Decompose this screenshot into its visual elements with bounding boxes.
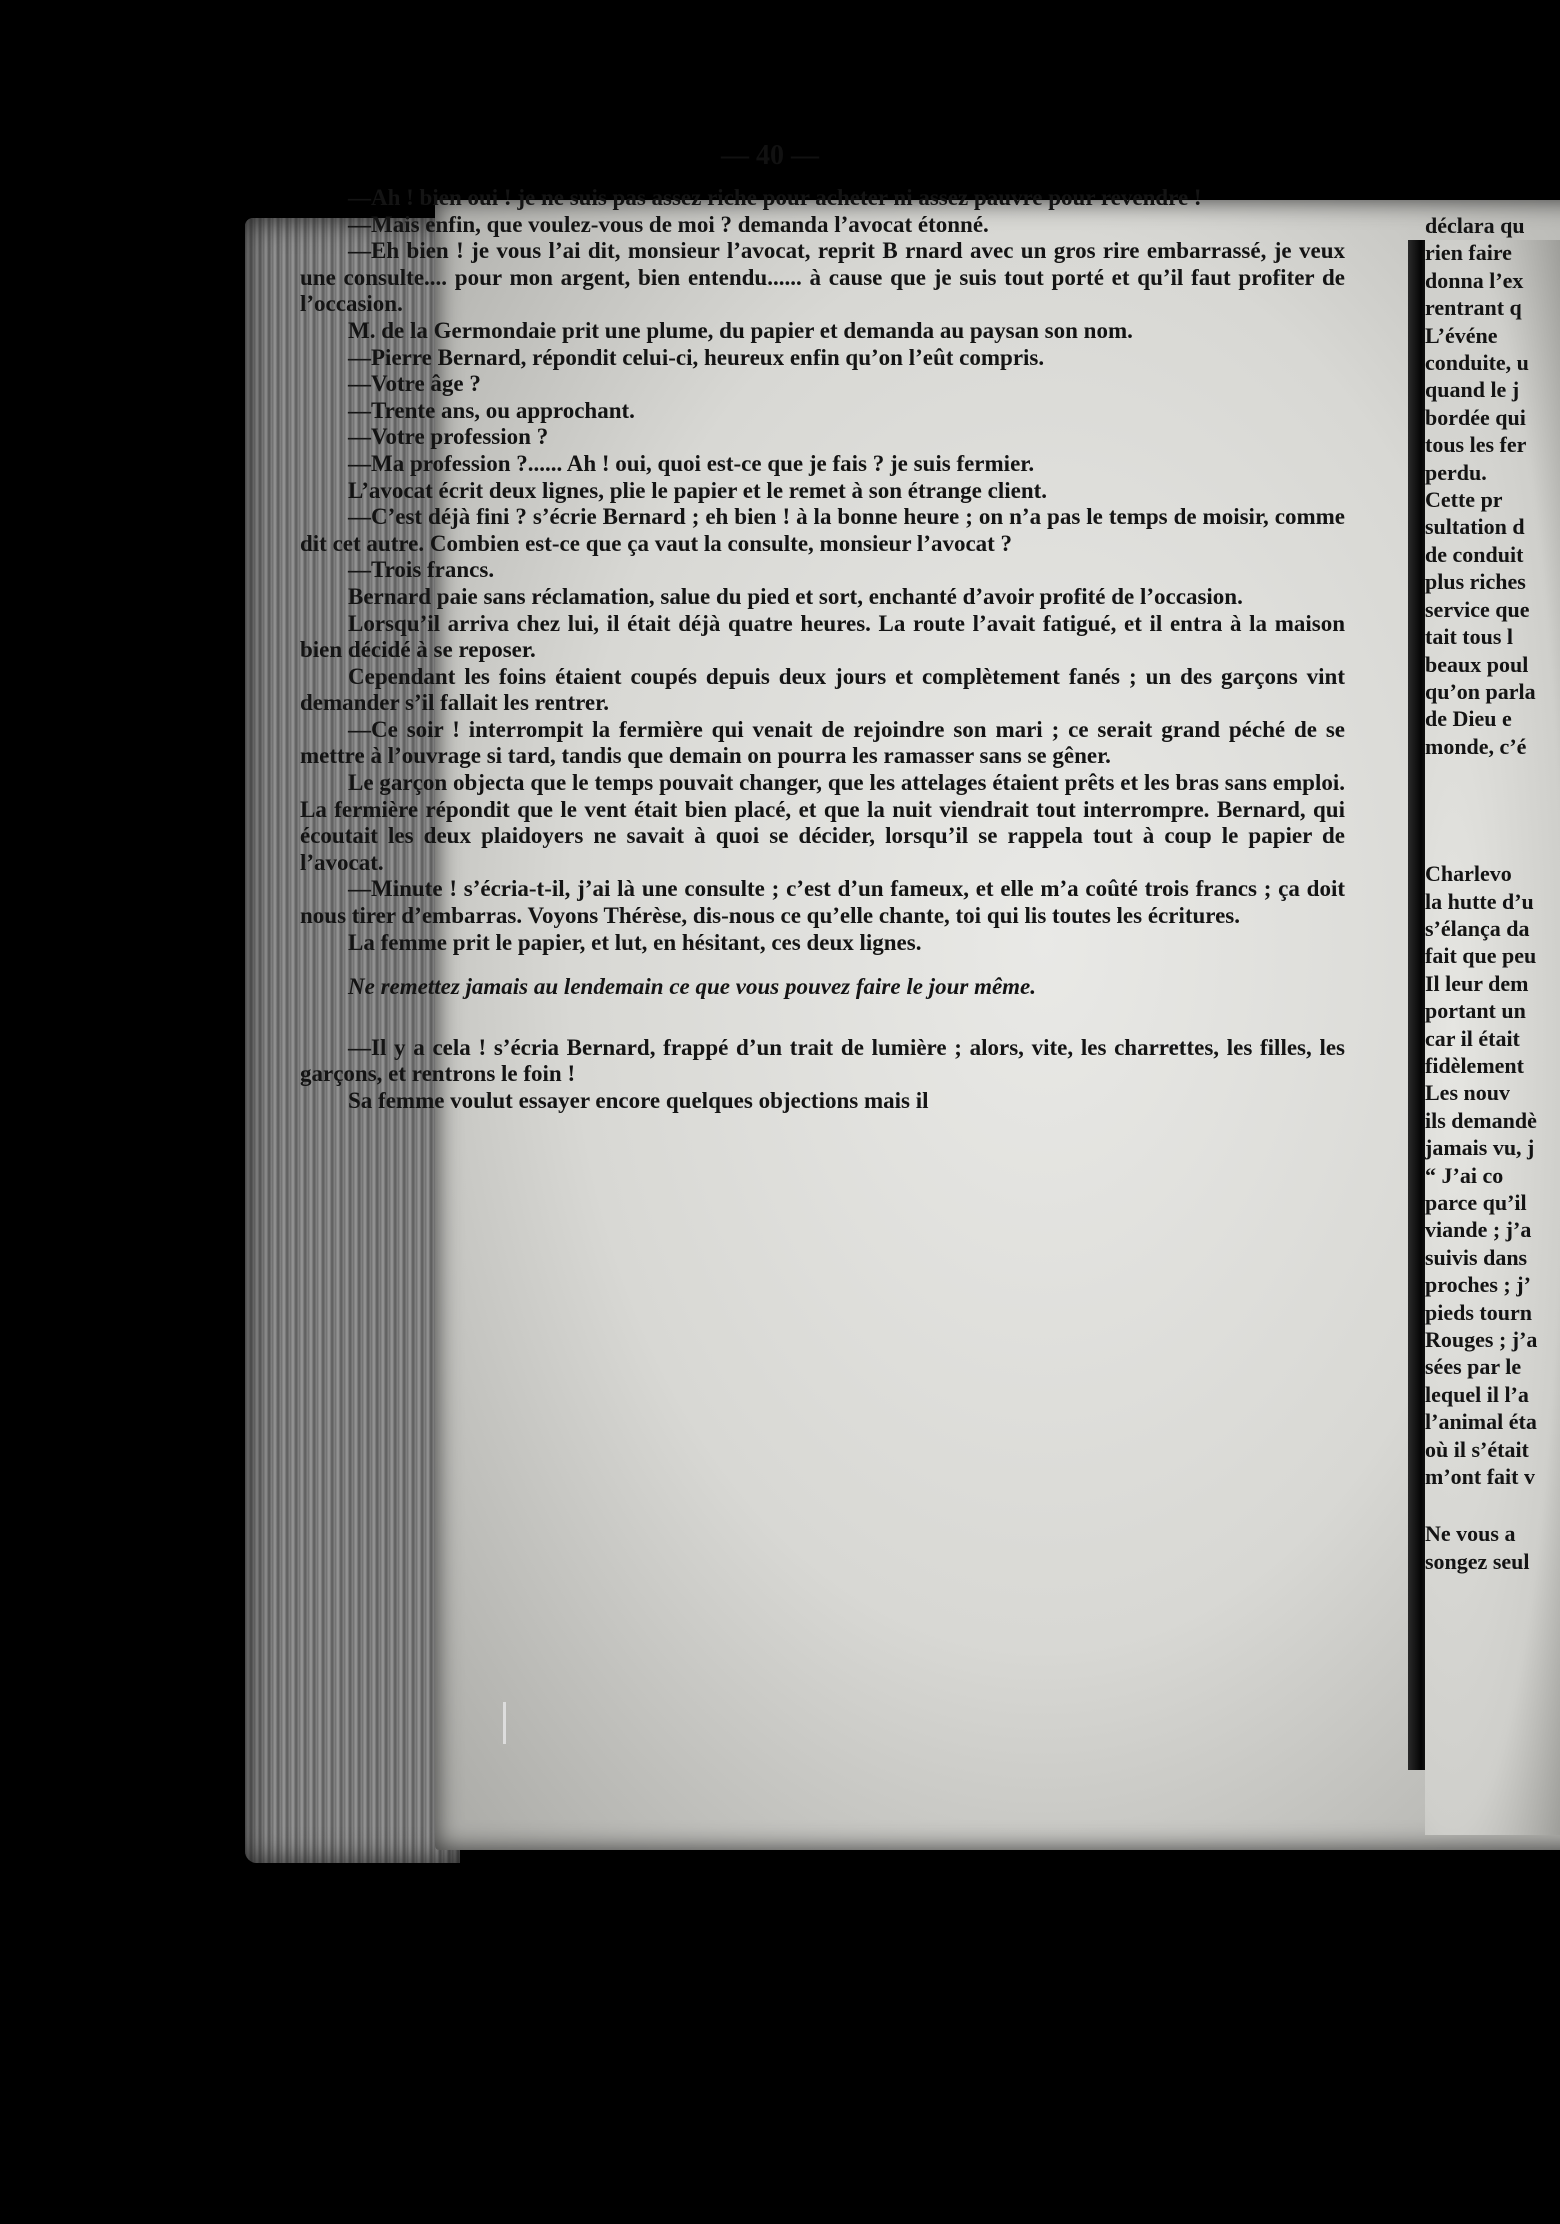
right-page-line: ils demandè: [1425, 1107, 1537, 1133]
right-page-line: quand le j: [1425, 377, 1520, 403]
paragraph: Le garçon objecta que le temps pouvait changer, que les attelages étaient prêts et les bras sans emploi. La fermière répondit que le vent était bien placé, et que la nuit viendrait tout interrompre. Bernard, qui écoutait les deux plaidoyers ne savait à quoi se décider, lorsqu’il se rappela tout à coup le papier de l’avocat.: [300, 770, 1345, 875]
left-page-text: [300, 185, 1345, 1115]
margin-mark: [503, 1702, 506, 1744]
right-page-line: pieds tourn: [1425, 1299, 1532, 1325]
right-page-line: Ne vous a: [1425, 1521, 1516, 1547]
right-page-line: perdu.: [1425, 459, 1487, 485]
right-page-line: [1425, 760, 1560, 860]
right-page-line: bordée qui: [1425, 404, 1526, 430]
paragraph: —Eh bien ! je vous l’ai dit, monsieur l’avocat, reprit B rnard avec un gros rire embarrassé, je veux une consulte.... pour mon argent, bien entendu...... à cause que je suis tout porté et qu’il faut profiter de l’occasion.: [300, 238, 1345, 317]
paragraph: —Ce soir ! interrompit la fermière qui venait de rejoindre son mari ; ce serait grand péché de se mettre à l’ouvrage si tard, tandis que demain on pourra les ramasser sans se gêner.: [300, 716, 1345, 769]
right-page-text-fragments: [1425, 212, 1560, 1575]
paragraph: L’avocat écrit deux lignes, plie le papier et le remet à son étrange client.: [348, 477, 1048, 503]
right-page-line: jamais vu, j: [1425, 1135, 1535, 1161]
right-page-line: déclara qu: [1425, 213, 1525, 238]
right-page-line: rien faire: [1425, 240, 1512, 266]
right-page-line: de conduit: [1425, 541, 1524, 567]
paragraph: M. de la Germondaie prit une plume, du papier et demanda au paysan son nom.: [348, 317, 1133, 343]
right-page-line: sultation d: [1425, 514, 1525, 540]
right-page-line: Les nouv: [1425, 1080, 1510, 1106]
right-page-line: s’élança da: [1425, 915, 1530, 941]
right-page-line: où il s’était: [1425, 1436, 1529, 1462]
right-page-line: Rouges ; j’a: [1425, 1327, 1538, 1353]
page-number: — 40 —: [721, 140, 819, 171]
right-page-line: qu’on parla: [1425, 678, 1536, 704]
paragraph: —Trois francs.: [348, 557, 495, 583]
right-page-line: sées par le: [1425, 1354, 1522, 1380]
paragraph: —Votre âge ?: [348, 371, 481, 397]
right-page-line: viande ; j’a: [1425, 1217, 1532, 1243]
paragraph: Sa femme voulut essayer encore quelques objections mais il: [348, 1088, 929, 1113]
paragraph: —Trente ans, ou approchant.: [348, 397, 635, 423]
right-page-line: Cette pr: [1425, 487, 1503, 513]
right-page-line: portant un: [1425, 998, 1526, 1024]
right-page-line: de Dieu e: [1425, 706, 1512, 732]
right-page-line: plus riches: [1425, 569, 1526, 595]
right-page-line: la hutte d’u: [1425, 888, 1534, 914]
right-page-line: Charlevo: [1425, 861, 1512, 887]
paragraph: —Pierre Bernard, répondit celui-ci, heureux enfin qu’on l’eût compris.: [348, 344, 1045, 370]
paragraph: —Ma profession ?...... Ah ! oui, quoi est-ce que je fais ? je suis fermier.: [348, 450, 1035, 476]
right-page-line: service que: [1425, 596, 1530, 622]
right-page-line: tait tous l: [1425, 624, 1513, 650]
right-page-line: monde, c’é: [1425, 733, 1527, 759]
right-page-line: conduite, u: [1425, 350, 1529, 376]
right-page-line: tous les fer: [1425, 432, 1527, 458]
paragraph: Cependant les foins étaient coupés depuis deux jours et complètement fanés ; un des garçons vint demander s’il fallait les rentrer.: [300, 663, 1345, 716]
maxim-paragraph: Ne remettez jamais au lendemain ce que vous pouvez faire le jour même.: [348, 974, 1037, 1000]
paragraph: —Ah ! bien oui ! je ne suis pas assez riche pour acheter ni assez pauvre pour revendre !: [348, 185, 1202, 210]
right-page-line: proches ; j’: [1425, 1272, 1531, 1298]
right-page-line: l’animal éta: [1425, 1409, 1537, 1435]
paragraph: —Il y a cela ! s’écria Bernard, frappé d’un trait de lumière ; alors, vite, les charrettes, les filles, les garçons, et rentrons le foin !: [300, 1034, 1345, 1087]
right-page-line: songez seul: [1425, 1548, 1530, 1574]
paragraph: La femme prit le papier, et lut, en hésitant, ces deux lignes.: [348, 929, 922, 955]
right-page-line: rentrant q: [1425, 295, 1522, 321]
paragraph: —Minute ! s’écria-t-il, j’ai là une consulte ; c’est d’un fameux, et elle m’a coûté trois francs ; ça doit nous tirer d’embarras. Voyons Thérèse, dis-nous ce qu’elle chante, toi qui lis toutes les écritures.: [300, 876, 1345, 929]
paragraph: —C’est déjà fini ? s’écrie Bernard ; eh bien ! à la bonne heure ; on n’a pas le temps de moisir, comme dit cet autre. Combien est-ce que ça vaut la consulte, monsieur l’avocat ?: [300, 504, 1345, 556]
right-page-line: “ J’ai co: [1425, 1162, 1504, 1188]
right-page-line: donna l’ex: [1425, 267, 1524, 293]
right-page-line: car il était: [1425, 1025, 1520, 1051]
paragraph: —Votre profession ?: [348, 424, 549, 450]
right-page-line: beaux poul: [1425, 651, 1529, 677]
right-page-line: [1425, 1490, 1560, 1520]
right-page-line: suivis dans: [1425, 1244, 1528, 1270]
right-page-line: Il leur dem: [1425, 970, 1529, 996]
right-page-line: fait que peu: [1425, 943, 1537, 969]
right-page-line: parce qu’il: [1425, 1190, 1527, 1215]
paragraph: Lorsqu’il arriva chez lui, il était déjà quatre heures. La route l’avait fatigué, et il entra à la maison bien décidé à se reposer.: [300, 610, 1345, 663]
right-page-line: L’événe: [1425, 322, 1498, 348]
right-page-line: m’ont fait v: [1425, 1464, 1535, 1490]
paragraph: —Mais enfin, que voulez-vous de moi ? demanda l’avocat étonné.: [348, 211, 989, 237]
right-page-line: fidèlement: [1425, 1052, 1524, 1078]
paragraph: Bernard paie sans réclamation, salue du pied et sort, enchanté d’avoir profité de l’occasion.: [348, 583, 1243, 609]
right-page-line: lequel il l’a: [1425, 1381, 1529, 1407]
